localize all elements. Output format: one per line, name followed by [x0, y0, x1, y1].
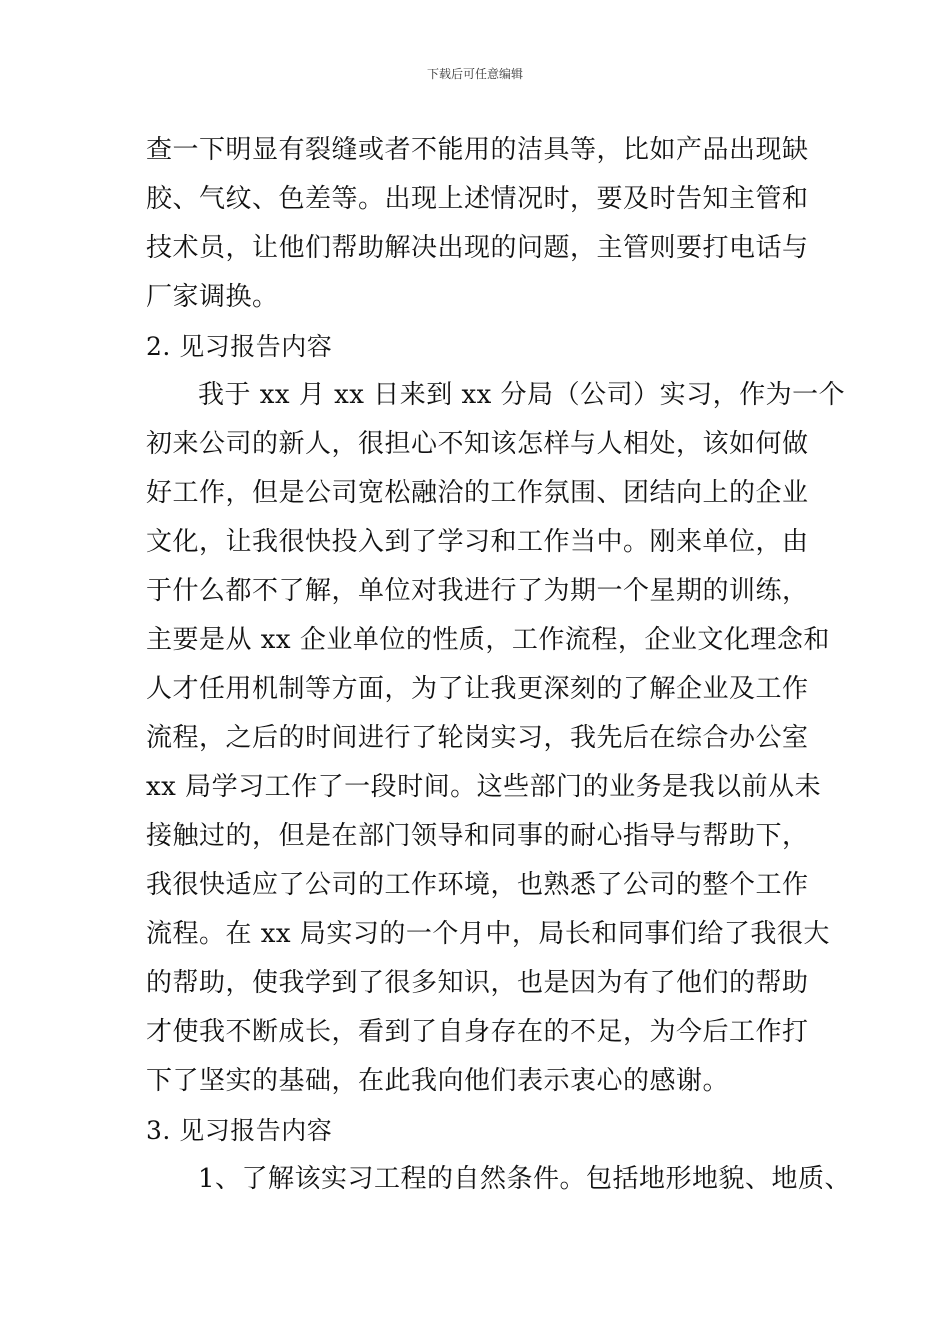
text-line: 下了坚实的基础，在此我向他们表示衷心的感谢。: [146, 1066, 730, 1096]
text-line: 查一下明显有裂缝或者不能用的洁具等，比如产品出现缺: [146, 135, 809, 165]
text-line: 流程，之后的时间进行了轮岗实习，我先后在综合办公室: [146, 723, 809, 753]
paragraph-first-line: 1、了解该实习工程的自然条件。包括地形地貌、地质、: [198, 1164, 852, 1194]
text-line: 初来公司的新人，很担心不知该怎样与人相处，该如何做: [146, 429, 809, 459]
text-line: 主要是从 xx 企业单位的性质，工作流程，企业文化理念和: [146, 625, 830, 655]
document-body: [146, 126, 852, 1204]
section-heading: 2. 见习报告内容: [146, 332, 333, 361]
text-line: 厂家调换。: [146, 282, 279, 312]
section-heading: 3. 见习报告内容: [146, 1116, 333, 1145]
text-line: xx 局学习工作了一段时间。这些部门的业务是我以前从未: [146, 772, 822, 802]
text-line: 人才任用机制等方面，为了让我更深刻的了解企业及工作: [146, 674, 809, 704]
text-line: 胶、气纹、色差等。出现上述情况时，要及时告知主管和: [146, 184, 809, 214]
text-line: 文化，让我很快投入到了学习和工作当中。刚来单位，由: [146, 527, 809, 557]
page-header: 下载后可任意编辑: [426, 67, 523, 81]
text-line: 才使我不断成长，看到了自身存在的不足，为今后工作打: [146, 1017, 809, 1047]
text-line: 我很快适应了公司的工作环境，也熟悉了公司的整个工作: [146, 870, 809, 900]
text-line: 于什么都不了解，单位对我进行了为期一个星期的训练，: [146, 576, 809, 606]
paragraph-first-line: 我于 xx 月 xx 日来到 xx 分局（公司）实习，作为一个: [198, 380, 846, 410]
text-line: 接触过的，但是在部门领导和同事的耐心指导与帮助下，: [146, 821, 809, 851]
text-line: 技术员，让他们帮助解决出现的问题，主管则要打电话与: [146, 233, 809, 263]
text-line: 好工作，但是公司宽松融洽的工作氛围、团结向上的企业: [146, 478, 809, 508]
text-line: 流程。在 xx 局实习的一个月中，局长和同事们给了我很大: [146, 919, 830, 949]
text-line: 的帮助，使我学到了很多知识，也是因为有了他们的帮助: [146, 968, 809, 998]
